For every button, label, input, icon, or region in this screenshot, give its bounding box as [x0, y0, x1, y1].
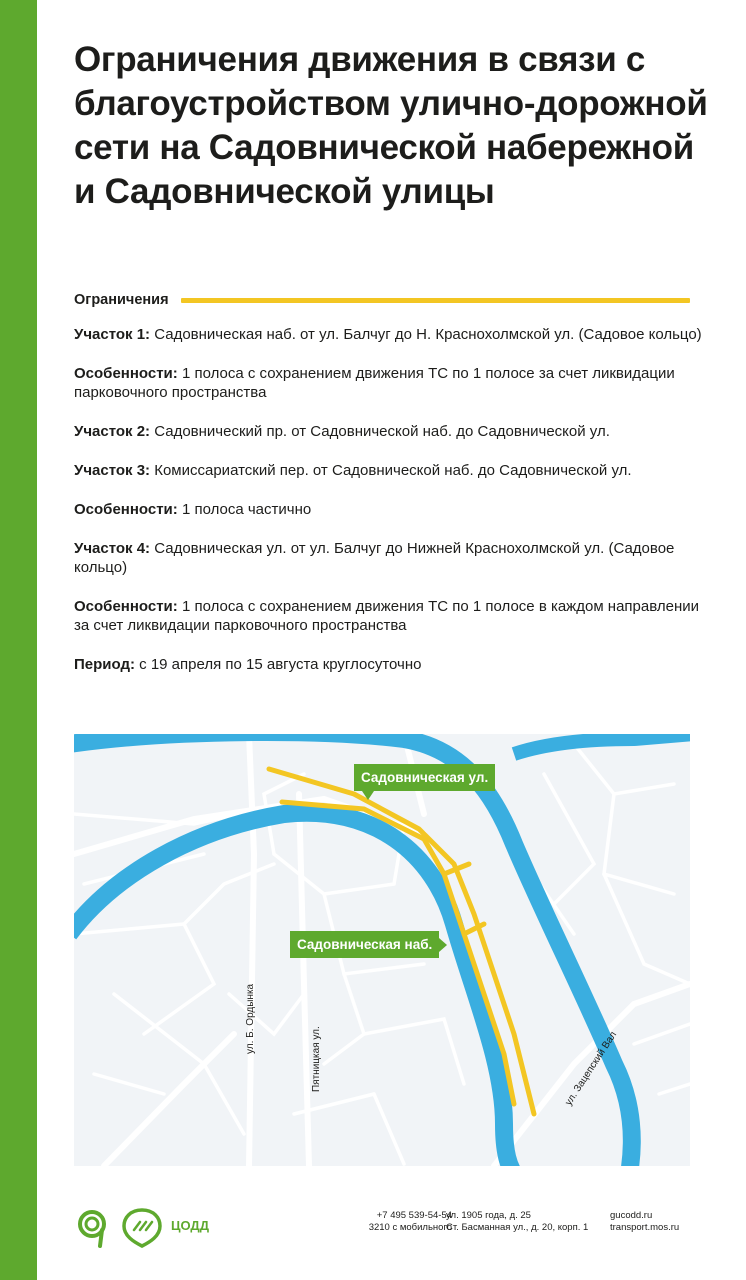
section-3-features: Особенности: 1 полоса частично [74, 501, 312, 518]
ordynka-label: ул. Б. Ордынка [245, 983, 256, 1054]
section-divider [181, 298, 690, 303]
section-4-features: Особенности: 1 полоса с сохранением движения ТС по 1 полосе в каждом направлении за счет ликвидации парковочного пространства [74, 598, 699, 634]
section-header [74, 289, 690, 311]
section-2: Участок 2: Садовнический пр. от Садовнической наб. до Садовнической ул. [74, 423, 610, 440]
section-4: Участок 4: Садовническая ул. от ул. Балчуг до Нижней Краснохолмской ул. (Садовое кольцо) [74, 540, 675, 576]
period: Период: с 19 апреля по 15 августа круглосуточно [74, 656, 422, 673]
section-label: Ограничения [74, 292, 169, 308]
section-1: Участок 1: Садовническая наб. от ул. Балчуг до Н. Краснохолмской ул. (Садовое кольцо) [74, 326, 702, 343]
zatsepsky-label: ул. Зацепский Вал [563, 1029, 620, 1108]
brand-name: ЦОДД [171, 1218, 209, 1233]
codd-ring-logo-icon [74, 1208, 114, 1248]
footer [74, 1208, 694, 1248]
gucodd-link[interactable]: gucodd.ru [610, 1210, 653, 1221]
footer-phone: +7 495 539-54-54 3210 с мобильного [368, 1210, 452, 1233]
transport-link[interactable]: transport.mos.ru [610, 1222, 680, 1233]
restriction-list [74, 325, 704, 674]
section-3: Участок 3: Комиссариатский пер. от Садовнической наб. до Садовнической ул. [74, 462, 632, 479]
page-title: Ограничения движения в связи с благоустройством улично-дорожной сети на Садовнической набережной и Садовнической улицы [74, 40, 708, 211]
callout-sadovnicheskaya-embankment: Садовническая наб. [290, 931, 439, 958]
map [74, 734, 690, 1166]
section-1-features: Особенности: 1 полоса с сохранением движения ТС по 1 полосе за счет ликвидации парковочного пространства [74, 365, 675, 401]
left-accent-bar [0, 0, 37, 1280]
footer-address: ул. 1905 года, д. 25 Ст. Басманная ул., д. 20, корп. 1 [446, 1210, 589, 1233]
footer-sites [610, 1210, 679, 1234]
river-branch [514, 734, 690, 754]
callout-sadovnicheskaya-street: Садовническая ул. [354, 764, 495, 791]
codd-pin-logo-icon [120, 1208, 164, 1248]
pyatnitskaya-label: Пятницкая ул. [311, 1026, 322, 1092]
